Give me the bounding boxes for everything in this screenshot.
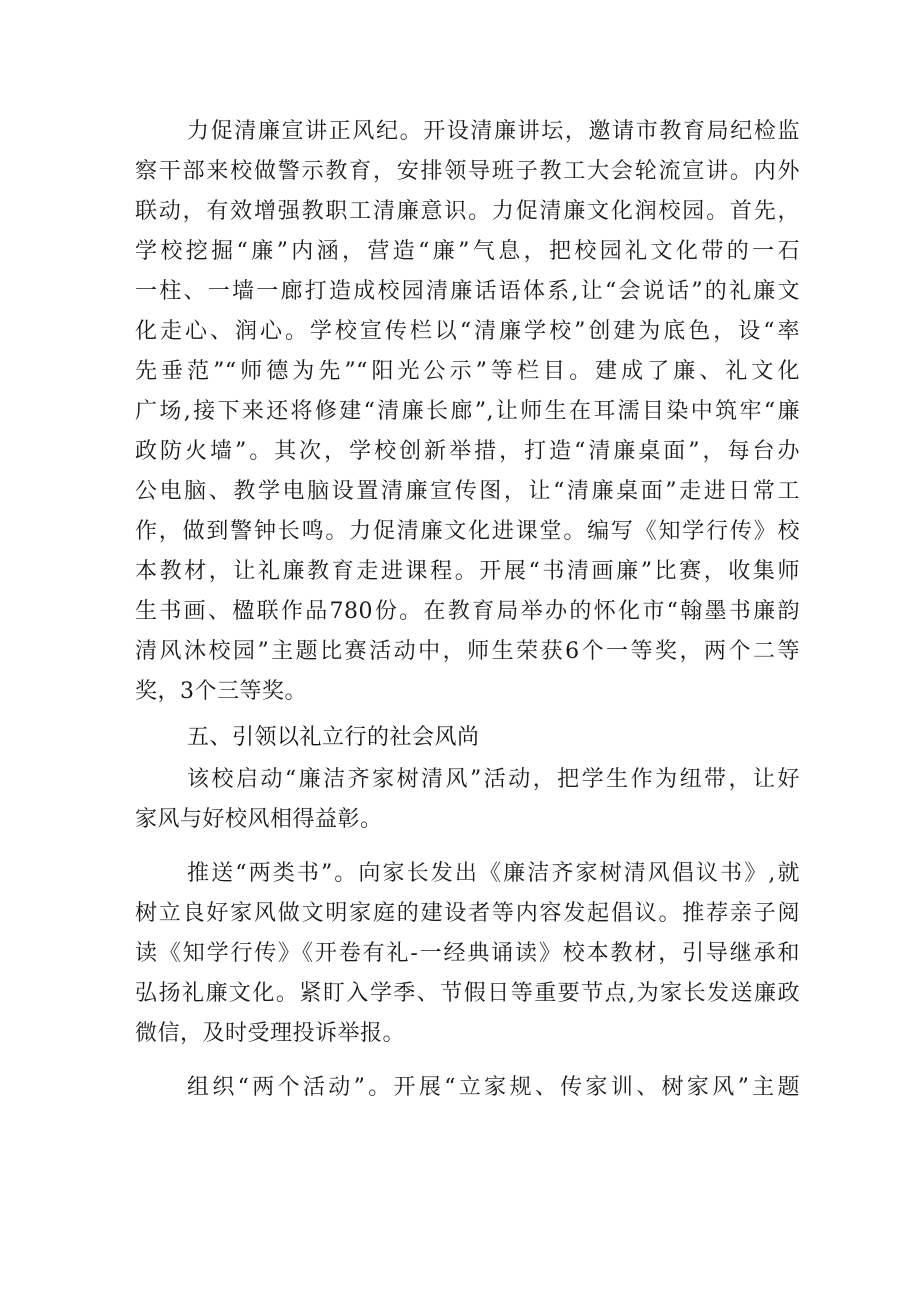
text-line: 弘扬礼廉文化。紧盯入学季、节假日等重要节点,为家长发送廉政 xyxy=(135,981,800,1006)
text-line: 树立良好家风做文明家庭的建设者等内容发起倡议。推荐亲子阅 xyxy=(135,901,800,926)
text-line: 察干部来校做警示教育，安排领导班子教工大会轮流宣讲。内外 xyxy=(135,159,800,184)
text-line: 力促清廉宣讲正风纪。开设清廉讲坛，邀请市教育局纪检监 xyxy=(187,119,800,144)
text-line: 作，做到警钟长鸣。力促清廉文化进课堂。编写《知学行传》校 xyxy=(135,519,800,544)
text-line: 本教材，让礼廉教育走进课程。开展“书清画廉”比赛，收集师 xyxy=(135,559,800,584)
text-line: 化走心、润心。学校宣传栏以“清廉学校”创建为底色，设“率 xyxy=(135,319,800,344)
document-body xyxy=(135,112,800,1108)
section-heading: 五、引领以礼立行的社会风尚 xyxy=(187,725,480,750)
text-line: 组织“两个活动”。开展“立家规、传家训、树家风”主题 xyxy=(187,1075,800,1100)
text-line: 一柱、一墙一廊打造成校园清廉话语体系,让“会说话”的礼廉文 xyxy=(135,279,800,304)
text-line: 政防火墙”。其次，学校创新举措，打造“清廉桌面”，每台办 xyxy=(135,439,800,464)
text-line: 奖，3个三等奖。 xyxy=(135,679,307,704)
text-line: 先垂范”“师德为先”“阳光公示”等栏目。建成了廉、礼文化 xyxy=(135,359,800,384)
text-line: 该校启动“廉洁齐家树清风”活动，把学生作为纽带，让好 xyxy=(187,767,800,792)
text-line: 广场,接下来还将修建“清廉长廊”,让师生在耳濡目染中筑牢“廉 xyxy=(135,399,800,424)
text-line: 公电脑、教学电脑设置清廉宣传图，让“清廉桌面”走进日常工 xyxy=(135,479,800,504)
paragraph-1 xyxy=(135,112,800,712)
text-line: 微信，及时受理投诉举报。 xyxy=(135,1021,406,1046)
text-line: 联动，有效增强教职工清廉意识。力促清廉文化润校园。首先， xyxy=(135,199,800,224)
text-line: 学校挖掘“廉”内涵，营造“廉”气息，把校园礼文化带的一石 xyxy=(135,239,800,264)
text-line: 推送“两类书”。向家长发出《廉洁齐家树清风倡议书》,就 xyxy=(187,861,800,886)
paragraph-4 xyxy=(135,1068,800,1108)
text-line: 家风与好校风相得益彰。 xyxy=(135,807,383,832)
text-line: 读《知学行传》《开卷有礼-一经典诵读》校本教材，引导继承和 xyxy=(135,941,800,966)
text-line: 清风沐校园”主题比赛活动中，师生荣获6个一等奖，两个二等 xyxy=(135,639,800,664)
paragraph-2 xyxy=(135,760,800,840)
paragraph-3 xyxy=(135,854,800,1054)
text-line: 生书画、楹联作品780份。在教育局举办的怀化市“翰墨书廉韵 xyxy=(135,599,800,624)
